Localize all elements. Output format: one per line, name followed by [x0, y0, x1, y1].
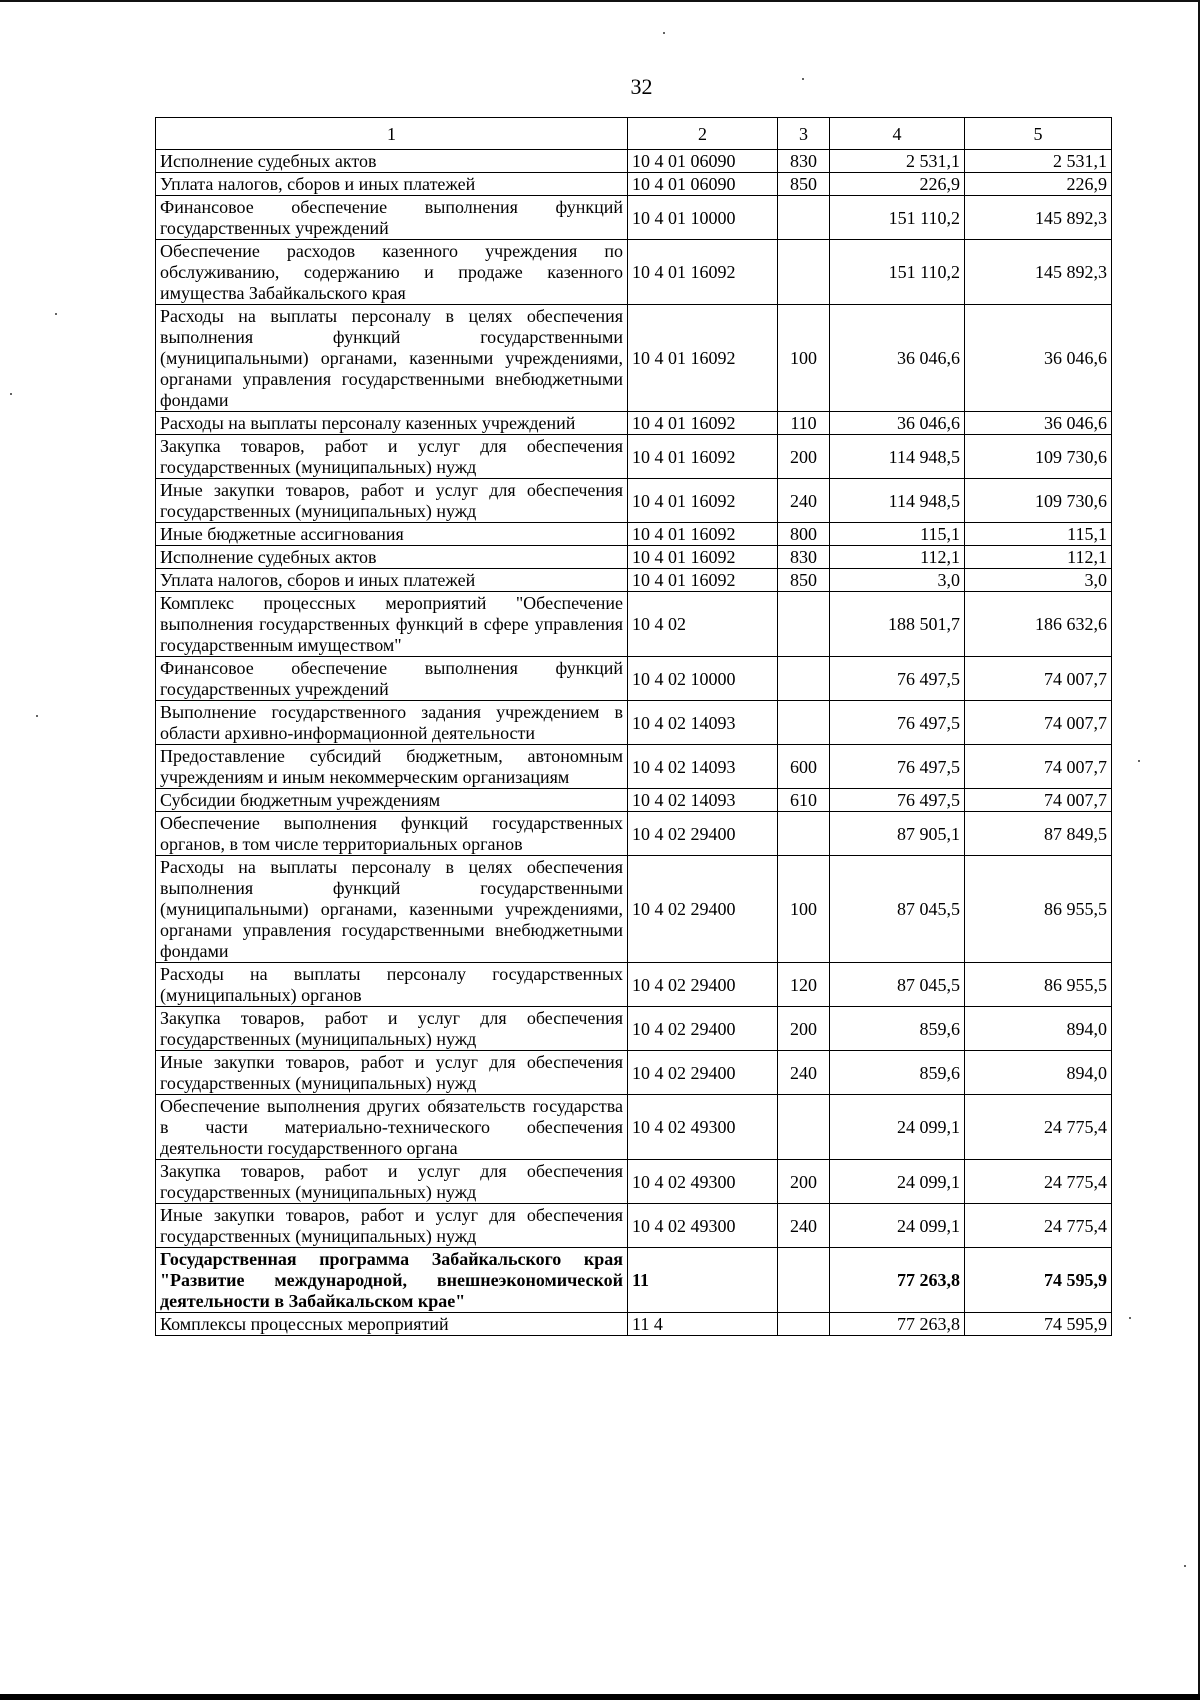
row-name-cell: Иные бюджетные ассигнования	[156, 523, 628, 546]
row-type-cell: 610	[778, 789, 830, 812]
table-row	[156, 435, 1112, 479]
row-value-col4-cell: 114 948,5	[830, 435, 965, 479]
row-code-cell: 10 4 02 14093	[628, 745, 778, 789]
row-value-col5-cell: 24 775,4	[965, 1095, 1112, 1160]
row-code-cell: 10 4 02 49300	[628, 1204, 778, 1248]
table-row	[156, 479, 1112, 523]
row-code-cell: 10 4 01 16092	[628, 479, 778, 523]
row-value-col4-cell: 3,0	[830, 569, 965, 592]
table-row	[156, 1095, 1112, 1160]
row-name-cell: Расходы на выплаты персоналу в целях обеспечения выполнения функций государственными (муниципальными) органами, казенными учреждениями, органами управления государственными внебюджетными фондами	[156, 305, 628, 412]
row-value-col4-cell: 188 501,7	[830, 592, 965, 657]
table-row	[156, 812, 1112, 856]
row-value-col4-cell: 151 110,2	[830, 196, 965, 240]
row-value-col5-cell: 86 955,5	[965, 963, 1112, 1007]
page-border-top	[0, 0, 1200, 2]
row-value-col4-cell: 859,6	[830, 1007, 965, 1051]
row-type-cell: 800	[778, 523, 830, 546]
row-name-cell: Иные закупки товаров, работ и услуг для обеспечения государственных (муниципальных) нужд	[156, 1204, 628, 1248]
row-code-cell: 10 4 02 29400	[628, 1007, 778, 1051]
row-value-col4-cell: 114 948,5	[830, 479, 965, 523]
row-value-col5-cell: 2 531,1	[965, 150, 1112, 173]
row-type-cell	[778, 657, 830, 701]
row-code-cell: 10 4 01 16092	[628, 569, 778, 592]
row-type-cell	[778, 701, 830, 745]
table-row	[156, 240, 1112, 305]
row-type-cell: 240	[778, 1204, 830, 1248]
row-value-col4-cell: 87 045,5	[830, 856, 965, 963]
table-row	[156, 546, 1112, 569]
row-value-col4-cell: 87 905,1	[830, 812, 965, 856]
scan-speck	[802, 78, 804, 80]
row-value-col4-cell: 76 497,5	[830, 701, 965, 745]
row-value-col4-cell: 24 099,1	[830, 1204, 965, 1248]
row-name-cell: Финансовое обеспечение выполнения функций государственных учреждений	[156, 657, 628, 701]
table-row	[156, 1160, 1112, 1204]
table-row	[156, 1051, 1112, 1095]
table-row	[156, 173, 1112, 196]
row-type-cell: 240	[778, 1051, 830, 1095]
row-value-col5-cell: 186 632,6	[965, 592, 1112, 657]
row-name-cell: Уплата налогов, сборов и иных платежей	[156, 569, 628, 592]
row-value-col5-cell: 86 955,5	[965, 856, 1112, 963]
row-value-col4-cell: 76 497,5	[830, 745, 965, 789]
row-code-cell: 11	[628, 1248, 778, 1313]
row-code-cell: 10 4 01 06090	[628, 173, 778, 196]
row-name-cell: Выполнение государственного задания учреждением в области архивно-информационной деятельности	[156, 701, 628, 745]
row-name-cell: Расходы на выплаты персоналу в целях обеспечения выполнения функций государственными (муниципальными) органами, казенными учреждениями, органами управления государственными внебюджетными фондами	[156, 856, 628, 963]
row-type-cell	[778, 196, 830, 240]
table-row	[156, 1248, 1112, 1313]
row-value-col5-cell: 74 007,7	[965, 745, 1112, 789]
row-value-col5-cell: 145 892,3	[965, 196, 1112, 240]
row-type-cell	[778, 1095, 830, 1160]
row-name-cell: Государственная программа Забайкальского края "Развитие международной, внешнеэкономической деятельности в Забайкальском крае"	[156, 1248, 628, 1313]
row-type-cell: 850	[778, 173, 830, 196]
row-type-cell: 110	[778, 412, 830, 435]
row-type-cell	[778, 812, 830, 856]
table-row	[156, 789, 1112, 812]
row-type-cell	[778, 592, 830, 657]
row-code-cell: 10 4 02 29400	[628, 1051, 778, 1095]
header-col-2: 2	[628, 118, 778, 150]
table-row	[156, 1204, 1112, 1248]
page-number: 32	[630, 74, 653, 99]
table-row	[156, 592, 1112, 657]
row-type-cell: 850	[778, 569, 830, 592]
row-name-cell: Исполнение судебных актов	[156, 150, 628, 173]
scan-speck	[663, 32, 665, 34]
row-type-cell	[778, 1313, 830, 1336]
scan-speck	[1184, 1565, 1186, 1567]
row-code-cell: 10 4 02 14093	[628, 701, 778, 745]
row-value-col4-cell: 76 497,5	[830, 789, 965, 812]
row-name-cell: Расходы на выплаты персоналу казенных учреждений	[156, 412, 628, 435]
row-code-cell: 10 4 02 14093	[628, 789, 778, 812]
row-name-cell: Предоставление субсидий бюджетным, автономным учреждениям и иным некоммерческим организациям	[156, 745, 628, 789]
table-row	[156, 569, 1112, 592]
table-row	[156, 412, 1112, 435]
scan-speck	[1138, 760, 1140, 762]
table-row	[156, 856, 1112, 963]
row-type-cell: 100	[778, 305, 830, 412]
table-row	[156, 196, 1112, 240]
row-code-cell: 10 4 01 16092	[628, 305, 778, 412]
row-code-cell: 10 4 02 29400	[628, 963, 778, 1007]
header-col-4: 4	[830, 118, 965, 150]
row-value-col5-cell: 24 775,4	[965, 1204, 1112, 1248]
row-code-cell: 10 4 01 16092	[628, 240, 778, 305]
table-row	[156, 150, 1112, 173]
row-name-cell: Исполнение судебных актов	[156, 546, 628, 569]
table-row	[156, 963, 1112, 1007]
row-value-col5-cell: 894,0	[965, 1007, 1112, 1051]
table-header-row	[156, 118, 1112, 150]
row-name-cell: Финансовое обеспечение выполнения функций государственных учреждений	[156, 196, 628, 240]
row-value-col5-cell: 145 892,3	[965, 240, 1112, 305]
row-name-cell: Комплекс процессных мероприятий "Обеспечение выполнения государственных функций в сфере управления государственным имуществом"	[156, 592, 628, 657]
row-value-col4-cell: 77 263,8	[830, 1313, 965, 1336]
budget-table-body	[156, 118, 1112, 1336]
row-value-col4-cell: 24 099,1	[830, 1095, 965, 1160]
row-type-cell: 830	[778, 150, 830, 173]
row-value-col4-cell: 24 099,1	[830, 1160, 965, 1204]
row-type-cell	[778, 240, 830, 305]
row-name-cell: Расходы на выплаты персоналу государственных (муниципальных) органов	[156, 963, 628, 1007]
scan-speck	[1129, 1317, 1131, 1319]
row-type-cell: 120	[778, 963, 830, 1007]
row-code-cell: 10 4 02 29400	[628, 812, 778, 856]
row-value-col5-cell: 894,0	[965, 1051, 1112, 1095]
row-value-col4-cell: 87 045,5	[830, 963, 965, 1007]
row-value-col5-cell: 36 046,6	[965, 305, 1112, 412]
scan-speck	[55, 313, 57, 315]
row-value-col4-cell: 76 497,5	[830, 657, 965, 701]
row-type-cell: 830	[778, 546, 830, 569]
row-value-col5-cell: 74 007,7	[965, 701, 1112, 745]
row-value-col5-cell: 115,1	[965, 523, 1112, 546]
row-value-col4-cell: 226,9	[830, 173, 965, 196]
row-name-cell: Закупка товаров, работ и услуг для обеспечения государственных (муниципальных) нужд	[156, 435, 628, 479]
row-name-cell: Обеспечение расходов казенного учреждения по обслуживанию, содержанию и продаже казенного имущества Забайкальского края	[156, 240, 628, 305]
row-code-cell: 10 4 01 16092	[628, 412, 778, 435]
row-code-cell: 10 4 01 16092	[628, 435, 778, 479]
row-name-cell: Субсидии бюджетным учреждениям	[156, 789, 628, 812]
table-row	[156, 305, 1112, 412]
row-value-col4-cell: 115,1	[830, 523, 965, 546]
row-code-cell: 10 4 02 49300	[628, 1160, 778, 1204]
table-row	[156, 745, 1112, 789]
row-value-col5-cell: 109 730,6	[965, 435, 1112, 479]
row-name-cell: Закупка товаров, работ и услуг для обеспечения государственных (муниципальных) нужд	[156, 1007, 628, 1051]
row-name-cell: Закупка товаров, работ и услуг для обеспечения государственных (муниципальных) нужд	[156, 1160, 628, 1204]
row-value-col4-cell: 112,1	[830, 546, 965, 569]
row-type-cell: 600	[778, 745, 830, 789]
header-col-1: 1	[156, 118, 628, 150]
row-code-cell: 10 4 02	[628, 592, 778, 657]
row-name-cell: Иные закупки товаров, работ и услуг для обеспечения государственных (муниципальных) нужд	[156, 1051, 628, 1095]
row-code-cell: 10 4 01 16092	[628, 523, 778, 546]
row-value-col4-cell: 36 046,6	[830, 412, 965, 435]
row-value-col5-cell: 36 046,6	[965, 412, 1112, 435]
row-value-col4-cell: 2 531,1	[830, 150, 965, 173]
row-value-col5-cell: 74 007,7	[965, 789, 1112, 812]
row-value-col5-cell: 226,9	[965, 173, 1112, 196]
row-value-col4-cell: 77 263,8	[830, 1248, 965, 1313]
row-code-cell: 10 4 01 06090	[628, 150, 778, 173]
row-type-cell: 200	[778, 1007, 830, 1051]
row-code-cell: 10 4 01 16092	[628, 546, 778, 569]
table-row	[156, 1313, 1112, 1336]
row-name-cell: Комплексы процессных мероприятий	[156, 1313, 628, 1336]
row-name-cell: Иные закупки товаров, работ и услуг для обеспечения государственных (муниципальных) нужд	[156, 479, 628, 523]
row-value-col4-cell: 859,6	[830, 1051, 965, 1095]
row-value-col5-cell: 24 775,4	[965, 1160, 1112, 1204]
header-col-3: 3	[778, 118, 830, 150]
page-border-bottom	[0, 1694, 1200, 1700]
row-code-cell: 10 4 02 49300	[628, 1095, 778, 1160]
row-name-cell: Уплата налогов, сборов и иных платежей	[156, 173, 628, 196]
row-value-col5-cell: 74 595,9	[965, 1313, 1112, 1336]
row-name-cell: Обеспечение выполнения функций государственных органов, в том числе территориальных органов	[156, 812, 628, 856]
row-value-col5-cell: 74 595,9	[965, 1248, 1112, 1313]
row-type-cell: 200	[778, 1160, 830, 1204]
table-row	[156, 1007, 1112, 1051]
table-row	[156, 701, 1112, 745]
table-row	[156, 657, 1112, 701]
row-value-col5-cell: 112,1	[965, 546, 1112, 569]
table-row	[156, 523, 1112, 546]
row-type-cell: 240	[778, 479, 830, 523]
budget-table	[155, 117, 1112, 1336]
scan-speck	[36, 715, 38, 717]
row-code-cell: 10 4 02 10000	[628, 657, 778, 701]
row-value-col5-cell: 3,0	[965, 569, 1112, 592]
row-type-cell	[778, 1248, 830, 1313]
row-value-col5-cell: 74 007,7	[965, 657, 1112, 701]
row-type-cell: 200	[778, 435, 830, 479]
scan-speck	[10, 393, 12, 395]
row-value-col4-cell: 151 110,2	[830, 240, 965, 305]
row-code-cell: 10 4 02 29400	[628, 856, 778, 963]
row-type-cell: 100	[778, 856, 830, 963]
row-name-cell: Обеспечение выполнения других обязательств государства в части материально-технического обеспечения деятельности государственного органа	[156, 1095, 628, 1160]
row-value-col5-cell: 109 730,6	[965, 479, 1112, 523]
row-code-cell: 10 4 01 10000	[628, 196, 778, 240]
row-code-cell: 11 4	[628, 1313, 778, 1336]
row-value-col5-cell: 87 849,5	[965, 812, 1112, 856]
row-value-col4-cell: 36 046,6	[830, 305, 965, 412]
header-col-5: 5	[965, 118, 1112, 150]
